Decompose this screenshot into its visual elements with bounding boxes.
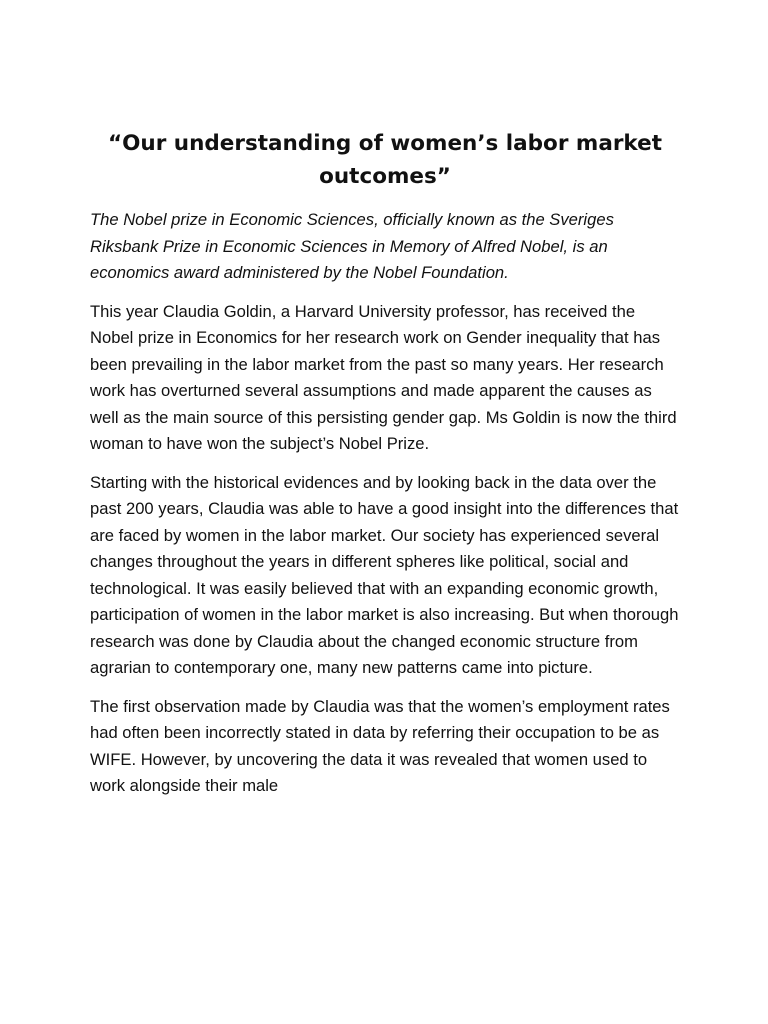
- body-paragraph-1: This year Claudia Goldin, a Harvard University professor, has received the Nobel prize in Economics for her research work on Gender inequality that has been prevailing in the labor market from the past so many years. Her research work has overturned several assumptions and made apparent the causes as well as the main source of this persisting gender gap. Ms Goldin is now the third woman to have won the subject’s Nobel Prize.: [90, 301, 677, 453]
- intro-paragraph: The Nobel prize in Economic Sciences, officially known as the Sveriges Riksbank Prize in Economic Sciences in Memory of Alfred Nobel, is an economics award administered by the Nobel Foundation.: [90, 210, 614, 282]
- body-paragraph-2: Starting with the historical evidences and by looking back in the data over the past 200 years, Claudia was able to have a good insight into the differences that are faced by women in the labor market. Our society has experienced several changes throughout the years in different spheres like political, social and technological. It was easily believed that with an expanding economic growth, participation of women in the labor market is also increasing. But when thorough research was done by Claudia about the changed economic structure from agrarian to contemporary one, many new patterns came into picture.: [90, 472, 679, 677]
- document-title: “Our understanding of women’s labor market outcomes”: [107, 131, 663, 189]
- document-page: [90, 127, 680, 812]
- body-paragraph-3: The first observation made by Claudia was that the women’s employment rates had often been incorrectly stated in data by referring their occupation to be as WIFE. However, by uncovering the data it was revealed that women used to work alongside their male: [90, 696, 670, 795]
